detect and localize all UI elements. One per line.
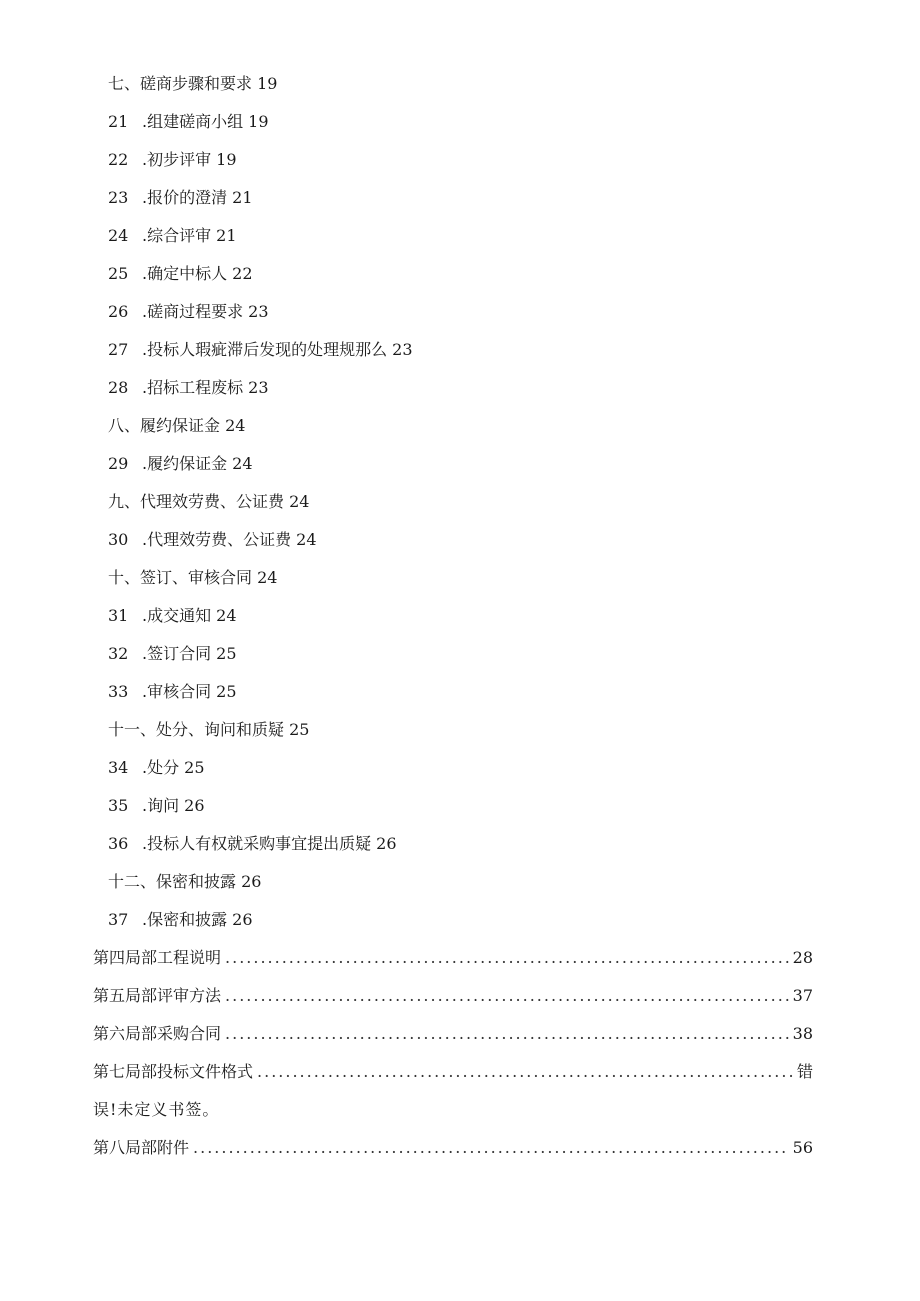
- toc-entry: 36 .投标人有权就采购事宜提出质疑 26: [108, 834, 397, 853]
- toc-page-number: 28: [792, 948, 813, 967]
- dot-leader: [225, 983, 789, 1009]
- toc-entry: 32 .签订合同 25: [108, 644, 237, 663]
- toc-entry: 23 .报价的澄清 21: [108, 188, 253, 207]
- toc-entry: 七、磋商步骤和要求 19: [108, 74, 278, 93]
- toc-part-entry[interactable]: [93, 1135, 813, 1161]
- toc-entry: 21 .组建磋商小组 19: [108, 112, 269, 131]
- toc-entry: 34 .处分 25: [108, 758, 205, 777]
- dot-leader: [257, 1059, 793, 1085]
- bookmark-error-text: 误!未定义书签。: [93, 1100, 220, 1119]
- toc-entry: 27 .投标人瑕疵滞后发现的处理规那么 23: [108, 340, 413, 359]
- toc-part-entry[interactable]: [93, 1059, 813, 1085]
- toc-entry: 九、代理效劳费、公证费 24: [108, 492, 310, 511]
- dot-leader: [225, 1021, 789, 1047]
- toc-part-entry[interactable]: [93, 1021, 813, 1047]
- toc-entry: 十、签订、审核合同 24: [108, 568, 278, 587]
- toc-part-title: 第八局部附件: [93, 1138, 190, 1157]
- toc-part-entry[interactable]: [93, 983, 813, 1009]
- toc-entry: 十一、处分、询问和质疑 25: [108, 720, 310, 739]
- toc-part-title: 第四局部工程说明: [93, 948, 222, 967]
- dot-leader: [193, 1135, 789, 1161]
- toc-entry: 十二、保密和披露 26: [108, 872, 262, 891]
- toc-page-number: 38: [792, 1024, 813, 1043]
- toc-entry: 28 .招标工程废标 23: [108, 378, 269, 397]
- toc-part-title: 第五局部评审方法: [93, 986, 222, 1005]
- toc-entry: 22 .初步评审 19: [108, 150, 237, 169]
- toc-page-number: 错: [796, 1062, 813, 1081]
- toc-part-title: 第七局部投标文件格式: [93, 1062, 254, 1081]
- toc-page-number: 56: [792, 1138, 813, 1157]
- toc-part-title: 第六局部采购合同: [93, 1024, 222, 1043]
- toc-entry: 八、履约保证金 24: [108, 416, 246, 435]
- toc-entry: 33 .审核合同 25: [108, 682, 237, 701]
- toc-part-entry[interactable]: [93, 945, 813, 971]
- toc-entry: 30 .代理效劳费、公证费 24: [108, 530, 317, 549]
- toc-entry: 31 .成交通知 24: [108, 606, 237, 625]
- toc-entry: 24 .综合评审 21: [108, 226, 237, 245]
- toc-entry: 26 .磋商过程要求 23: [108, 302, 269, 321]
- toc-page-number: 37: [792, 986, 813, 1005]
- toc-entry: 37 .保密和披露 26: [108, 910, 253, 929]
- dot-leader: [225, 945, 789, 971]
- toc-entry: 25 .确定中标人 22: [108, 264, 253, 283]
- toc-entry: 29 .履约保证金 24: [108, 454, 253, 473]
- toc-entry: 35 .询问 26: [108, 796, 205, 815]
